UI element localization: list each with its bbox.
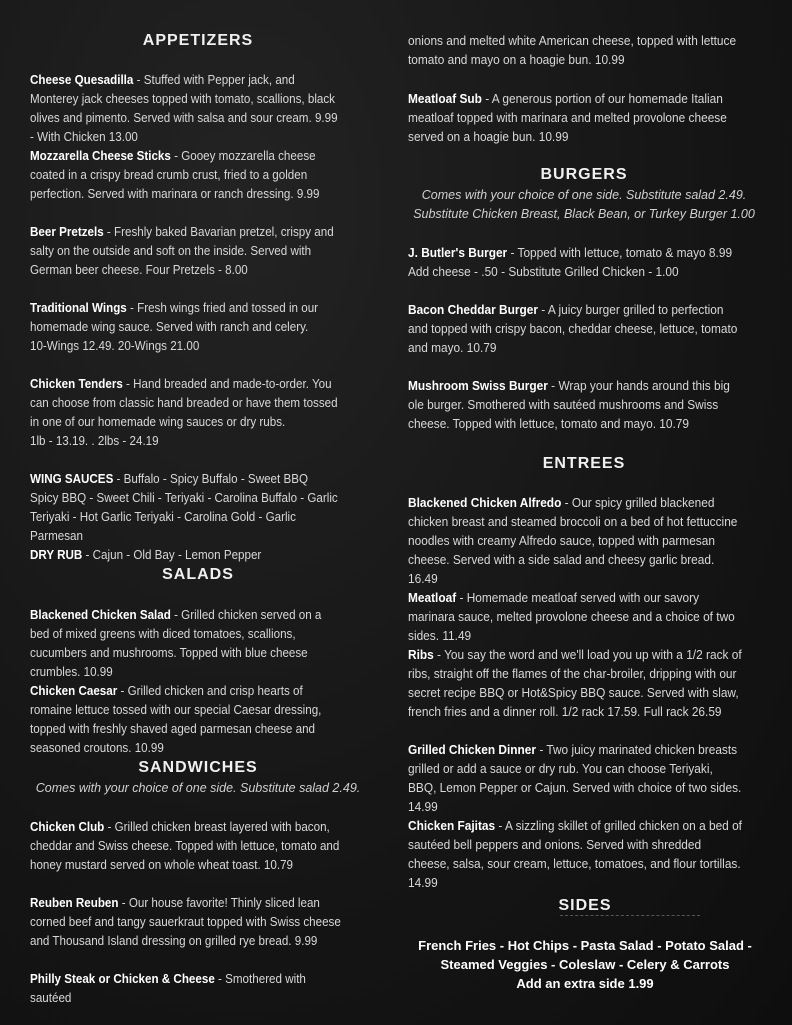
menu-item-continued [408,32,742,70]
dry-rub-list: - Cajun - Old Bay - Lemon Pepper [82,548,262,562]
item-name: Blackened Chicken Alfredo [408,496,562,510]
sandwiches-title: SANDWICHES [138,759,258,776]
burgers-note-1: Comes with your choice of one side. Substitute salad 2.49. [421,188,747,202]
item-description: - A juicy burger grilled to perfection and topped with crispy bacon, cheddar cheese, lettuce, tomato and mayo. 10.79 [408,303,738,355]
menu-item [408,377,742,434]
item-description: - A generous portion of our homemade Italian meatloaf topped with marinara and melted provolone cheese served on a hoagie bun. 10.99 [408,92,727,144]
wing-sauces-line1: - Buffalo - Spicy Buffalo - Sweet BBQ [113,472,309,486]
item-description: - Smothered with sautéed [30,972,306,1005]
menu-item [408,589,742,646]
burgers-note-2: Substitute Chicken Breast, Black Bean, or Turkey Burger 1.00 [413,207,755,221]
menu-item [408,817,742,893]
item-description: - Stuffed with Pepper jack, and Monterey jack cheeses topped with tomato, scallions, black olives and pimento. Served with salsa and sour cream. 9.99 - With Chicken 13.00 [30,73,338,144]
item-description: - Homemade meatloaf served with our savory marinara sauce, melted provolone cheese and a choice of two sides. 11.49 [408,591,735,643]
menu-item [408,90,742,147]
item-name: Grilled Chicken Dinner [408,743,537,757]
item-name: Traditional Wings [30,301,127,315]
item-extras: Add cheese - .50 - Substitute Grilled Chicken - 1.00 [408,265,679,279]
item-name: Mozzarella Cheese Sticks [30,149,171,163]
item-prices: 10-Wings 12.49. 20-Wings 21.00 [30,339,200,353]
item-name: Chicken Tenders [30,377,123,391]
sides-line-2: Steamed Veggies - Coleslaw - Celery & Carrots [440,957,730,972]
menu-item [30,682,342,758]
item-description: onions and melted white American cheese, topped with lettuce tomato and mayo on a hoagie bun. 10.99 [408,34,737,67]
item-prices: 1lb - 13.19. . 2lbs - 24.19 [30,434,159,448]
item-description: - Wrap your hands around this big ole burger. Smothered with sautéed mushrooms and Swiss cheese. Topped with lettuce, tomato and mayo. 10.79 [408,379,730,431]
item-name: Blackened Chicken Salad [30,608,171,622]
item-description: - Grilled chicken breast layered with bacon, cheddar and Swiss cheese. Topped with lettuce, tomato and honey mustard served on whole wheat toast. 10.79 [30,820,340,872]
item-name: Philly Steak or Chicken & Cheese [30,972,215,986]
item-description: - A sizzling skillet of grilled chicken on a bed of sautéed bell peppers and onions. Served with shredded cheese, salsa, sour cream, lettuce, tomatoes, and flour tortillas. 14.99 [408,819,742,890]
item-description: - Hand breaded and made-to-order. You can choose from classic hand breaded or have them tossed in one of our homemade wing sauces or dry rubs. [30,377,338,429]
menu-item [408,741,742,817]
menu-item [30,375,342,451]
menu-item [30,71,342,147]
item-description: - Freshly baked Bavarian pretzel, crispy and salty on the outside and soft on the inside. Served with German beer cheese. Four Pretzels - 8.00 [30,225,334,277]
item-description: - Grilled chicken served on a bed of mixed greens with diced tomatoes, scallions, cucumbers and mushrooms. Topped with blue cheese crumbles. 10.99 [30,608,322,679]
item-description: - You say the word and we'll load you up with a 1/2 rack of ribs, straight off the flames of the char-broiler, dripping with our secret recipe BBQ or Hot&Spicy BBQ sauce. Served with slaw, french fries and a dinner roll. 1/2 rack 17.59. Full rack 26.59 [408,648,742,719]
divider [560,915,700,916]
menu-item [30,223,342,280]
item-name: Cheese Quesadilla [30,73,134,87]
item-name: Meatloaf [408,591,457,605]
item-name: Meatloaf Sub [408,92,482,106]
menu-item [30,147,342,204]
item-description: - Gooey mozzarella cheese coated in a crispy bread crumb crust, fried to a golden perfection. Served with marinara or ranch dressing. 9.99 [30,149,320,201]
item-name: Reuben Reuben [30,896,119,910]
item-description: - Grilled chicken and crisp hearts of romaine lettuce tossed with our special Caesar dressing, topped with freshly shaved aged parmesan cheese and seasoned croutons. 10.99 [30,684,322,755]
item-description: - Fresh wings fried and tossed in our homemade wing sauce. Served with ranch and celery. [30,301,319,334]
item-description: - Two juicy marinated chicken breasts grilled or add a sauce or dry rub. You can choose Teriyaki, BBQ, Lemon Pepper or Cajun. Served with choice of two sides. 14.99 [408,743,742,814]
item-name: J. Butler's Burger [408,246,508,260]
menu-item [30,894,342,951]
menu-item [30,818,342,875]
menu-item [408,301,742,358]
appetizers-title: APPETIZERS [142,32,254,49]
salads-title: SALADS [162,566,234,583]
sides-line-1: French Fries - Hot Chips - Pasta Salad - Potato Salad - [418,938,752,953]
item-name: Chicken Club [30,820,105,834]
dry-rub-label: DRY RUB [30,548,83,562]
sides-title: SIDES [558,897,612,914]
burgers-title: BURGERS [540,166,628,183]
wing-sauces [30,470,342,565]
sides-list [400,936,770,993]
menu-item [30,606,342,682]
item-name: Mushroom Swiss Burger [408,379,548,393]
item-name: Chicken Fajitas [408,819,496,833]
sandwiches-note: Comes with your choice of one side. Substitute salad 2.49. [35,781,361,795]
item-name: Bacon Cheddar Burger [408,303,539,317]
entrees-title: ENTREES [542,455,626,472]
menu-item [408,494,742,589]
item-description: - Topped with lettuce, tomato & mayo 8.99 [507,246,733,260]
menu-item [408,646,742,722]
item-name: Ribs [408,648,434,662]
menu-item [30,970,342,1008]
item-name: Beer Pretzels [30,225,104,239]
wing-sauces-label: WING SAUCES [30,472,114,486]
menu-item [30,299,342,356]
menu-item [408,244,742,282]
wing-sauces-line2: Spicy BBQ - Sweet Chili - Teriyaki - Carolina Buffalo - Garlic [30,491,338,505]
item-description: - Our house favorite! Thinly sliced lean corned beef and tangy sauerkraut topped with Swiss cheese and Thousand Island dressing on grilled rye bread. 9.99 [30,896,341,948]
item-name: Chicken Caesar [30,684,118,698]
sides-extra: Add an extra side 1.99 [516,976,654,991]
item-description: - Our spicy grilled blackened chicken breast and steamed broccoli on a bed of hot fettuccine noodles with creamy Alfredo sauce, topped with parmesan cheese. Served with a side salad and cheesy garlic bread. 16.49 [408,496,738,586]
wing-sauces-line3: Teriyaki - Hot Garlic Teriyaki - Carolina Gold - Garlic Parmesan [30,510,296,543]
